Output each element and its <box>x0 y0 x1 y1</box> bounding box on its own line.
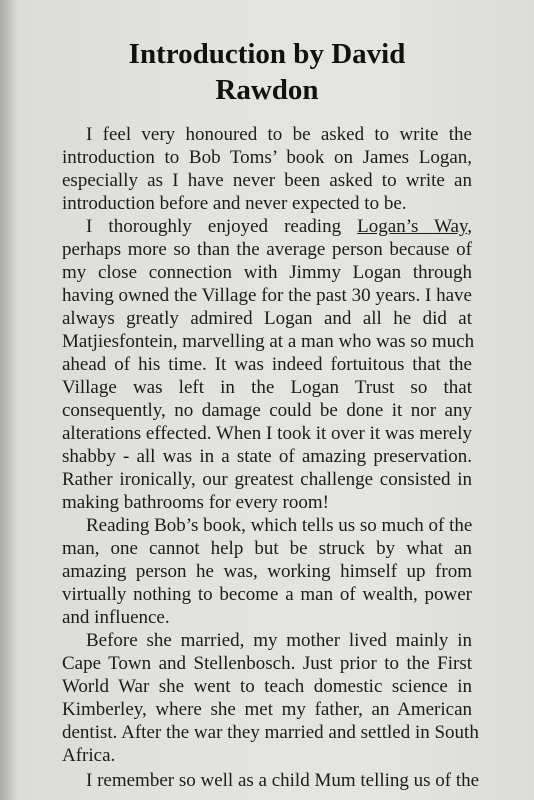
p4-line-4: Kimberley, where she met my father, an American <box>62 699 472 720</box>
p3-line-4: virtually nothing to become a man of wealth, power <box>62 584 472 605</box>
p2-line-8: Village was left in the Logan Trust so that <box>62 377 472 398</box>
p4-line-5: dentist. After the war they married and settled in South <box>62 722 479 743</box>
p2-line-10: alterations effected. When I took it over it was merely <box>62 423 472 444</box>
chapter-title-line-1: Introduction by David <box>128 38 406 70</box>
p1-line-3: especially as I have never been asked to write an <box>62 170 472 191</box>
p5-line-1: I remember so well as a child Mum telling us of the <box>86 770 480 791</box>
p2-line-1-text: I thoroughly enjoyed reading <box>86 216 358 237</box>
page-gutter-shadow <box>0 0 18 800</box>
p4-line-3: World War she went to teach domestic science in <box>62 676 472 697</box>
p3-line-3: amazing person he was, working himself up from <box>62 561 472 582</box>
p4-line-1: Before she married, my mother lived mainly in <box>86 630 472 651</box>
p2-line-11: shabby - all was in a state of amazing preservation. <box>62 446 472 467</box>
p2-line-5: always greatly admired Logan and all he did at <box>62 308 472 329</box>
p2-line-4: having owned the Village for the past 30 years. I have <box>62 285 472 306</box>
chapter-title-line-2: Rawdon <box>215 74 319 106</box>
p2-line-13: making bathrooms for every room! <box>62 492 329 513</box>
p4-line-2: Cape Town and Stellenbosch. Just prior to the First <box>62 653 472 674</box>
book-title-underlined: Logan’s Way <box>357 216 468 237</box>
p3-line-2: man, one cannot help but be struck by what an <box>62 538 472 559</box>
p2-line-2: perhaps more so than the average person because of <box>62 239 472 260</box>
p2-line-1-comma: , <box>467 216 472 237</box>
p2-line-9: consequently, no damage could be done it nor any <box>62 400 472 421</box>
p1-line-4: introduction before and never expected to be. <box>62 193 407 214</box>
p4-line-6: Africa. <box>62 745 116 766</box>
p1-line-2: introduction to Bob Toms’ book on James Logan, <box>62 147 472 168</box>
p2-line-1 <box>86 216 472 238</box>
p3-line-5: and influence. <box>62 607 170 628</box>
p1-line-1: I feel very honoured to be asked to write the <box>86 124 472 145</box>
p2-line-12: Rather ironically, our greatest challenge consisted in <box>62 469 472 490</box>
p2-line-6: Matjiesfontein, marvelling at a man who was so much <box>62 331 475 352</box>
p2-line-7: ahead of his time. It was indeed fortuitous that the <box>62 354 472 375</box>
p3-line-1: Reading Bob’s book, which tells us so much of the <box>86 515 473 536</box>
p2-line-3: my close connection with Jimmy Logan through <box>62 262 472 283</box>
